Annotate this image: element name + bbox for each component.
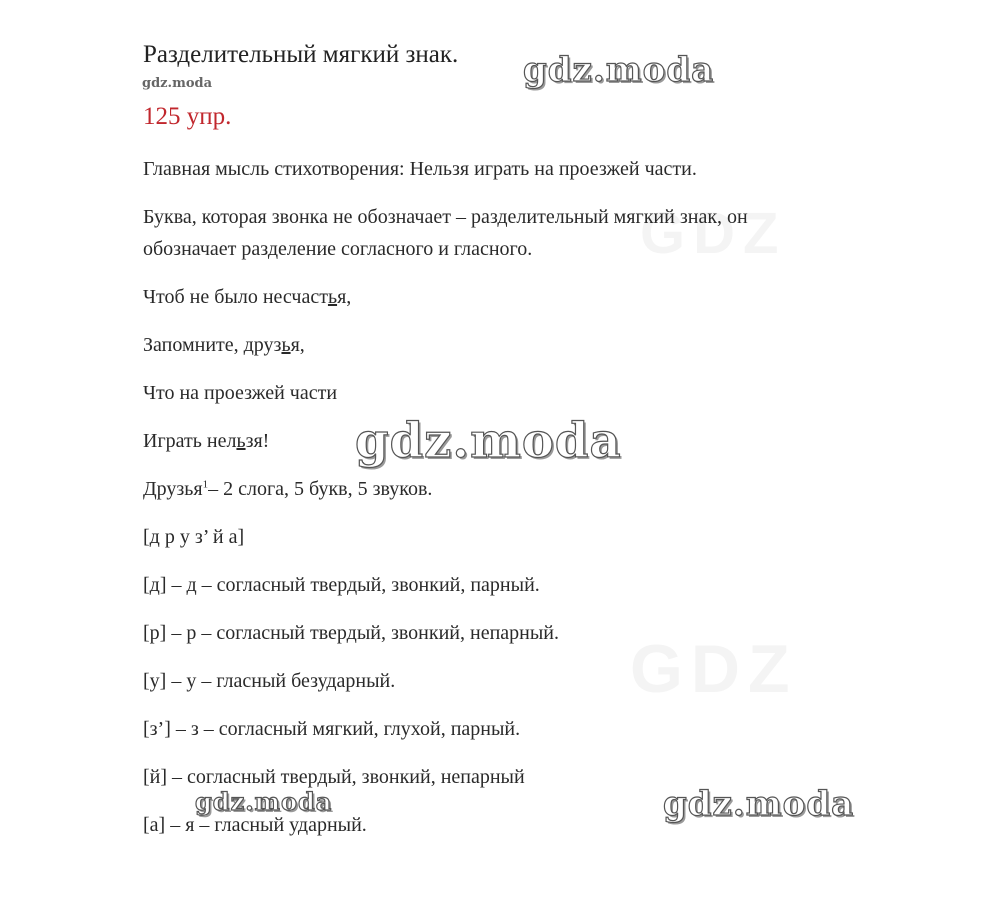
sound-analysis-line: [з’] – з – согласный мягкий, глухой, парный. [143, 718, 521, 740]
letter-explanation-line-1: Буква, которая звонка не обозначает – разделительный мягкий знак, он [143, 206, 748, 228]
poem-line-1: Чтоб не было несчастья, [143, 286, 352, 308]
sound-analysis-line: [р] – р – согласный твердый, звонкий, непарный. [143, 622, 559, 644]
poem-line-4: Играть нельзя! [143, 430, 270, 452]
watermark: gdz.moda [355, 413, 622, 469]
soft-sign-underlined: ь [327, 286, 338, 308]
footnote-mark: 1 [202, 478, 209, 491]
background-watermark: GDZ [640, 201, 787, 266]
main-idea-text: Главная мысль стихотворения: Нельзя играть на проезжей части. [143, 158, 697, 180]
sound-analysis-line: [у] – у – гласный безударный. [143, 670, 396, 692]
watermark: gdz.moda [663, 784, 855, 824]
soft-sign-underlined: ь [281, 334, 291, 356]
letter-explanation-line-2: обозначает разделение согласного и гласного. [143, 238, 533, 260]
exercise-number: 125 упр. [143, 103, 232, 130]
transcription: [д р у з’ й а] [143, 526, 245, 548]
poem-line-2: Запомните, друзья, [143, 334, 305, 356]
sound-analysis-line: [й] – согласный твердый, звонкий, непарный [143, 766, 525, 788]
poem-line-3: Что на проезжей части [143, 382, 338, 404]
page-title: Разделительный мягкий знак. [143, 41, 459, 68]
word-analysis-summary: Друзья$^1$– 2 слога, 5 букв, 5 звуков. [143, 478, 433, 500]
soft-sign-underlined: ь [236, 430, 246, 452]
analyzed-word: Друзья [143, 478, 203, 500]
watermark: gdz.moda [195, 787, 333, 816]
sound-analysis-line: [д] – д – согласный твердый, звонкий, парный. [143, 574, 540, 596]
watermark-small: gdz.moda [142, 76, 213, 91]
sound-analysis-line: [а] – я – гласный ударный. [143, 814, 367, 836]
watermark: gdz.moda [523, 50, 715, 90]
background-watermark: GDZ [630, 631, 798, 707]
